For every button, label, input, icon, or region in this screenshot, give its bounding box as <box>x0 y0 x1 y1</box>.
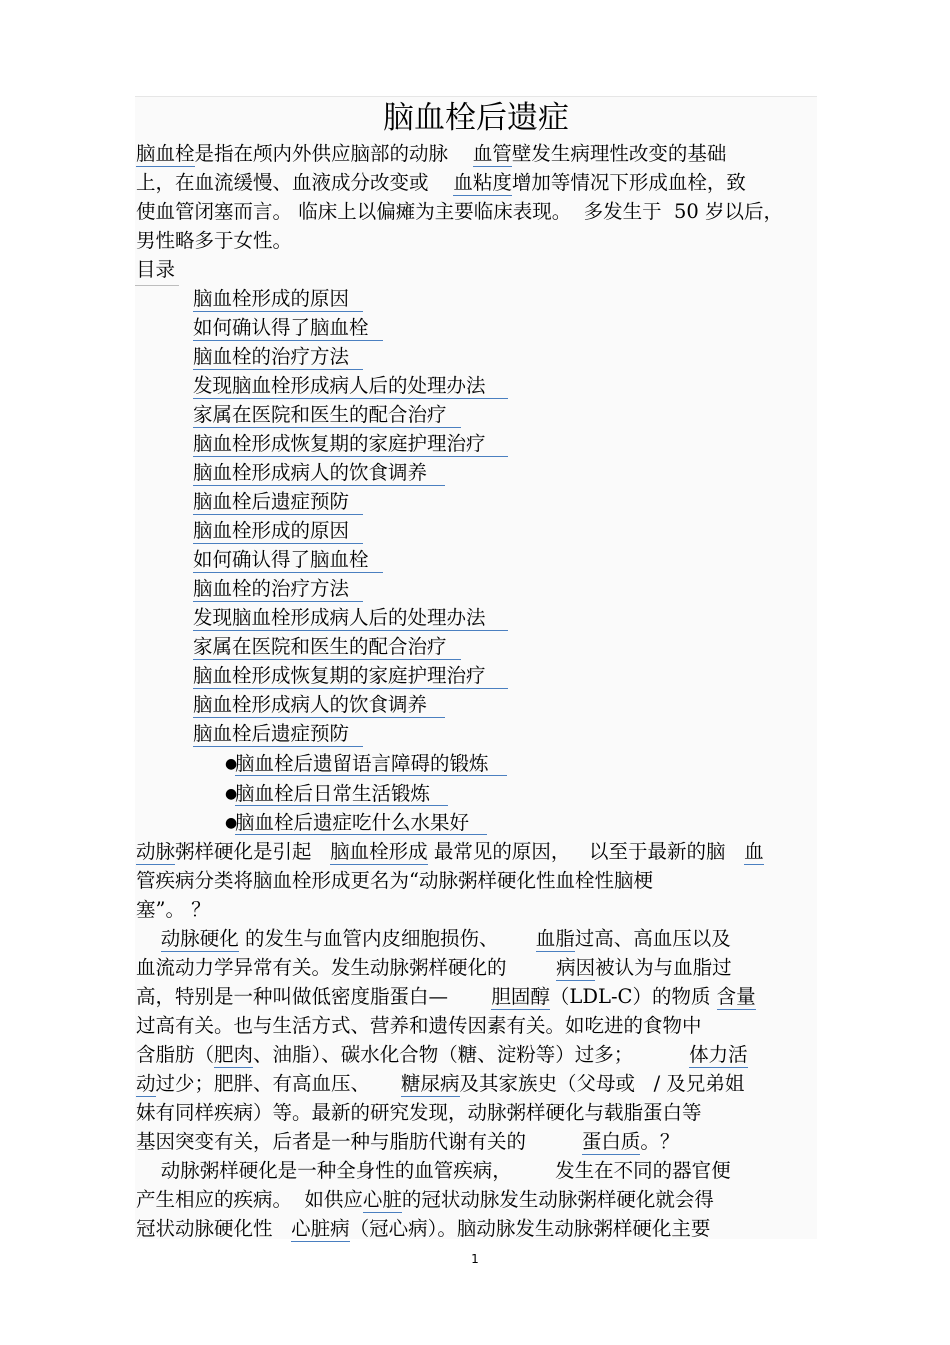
toc-item[interactable]: 脑血栓后遗症预防 <box>193 722 363 747</box>
text: 过少；肥胖、有高血压、 <box>155 1072 371 1095</box>
text: 、油脂）、碳水化合物（糖、淀粉等）过多； <box>253 1043 634 1066</box>
text: 粥样硬化是引起 <box>175 840 312 863</box>
toc-subitem[interactable] <box>225 811 487 835</box>
toc-item[interactable]: 脑血栓形成病人的饮食调养 <box>193 693 445 718</box>
toc-subitem-label: 脑血栓后日常生活锻炼 <box>235 782 448 806</box>
bullet-icon: ● <box>225 756 238 772</box>
toc-item[interactable]: 脑血栓的治疗方法 <box>193 345 363 370</box>
p2-line-2 <box>136 953 732 982</box>
text: 的发生与血管内皮细胞损伤、 <box>245 927 499 950</box>
link-naoxueshuanxingcheng[interactable]: 脑血栓形成 <box>330 840 428 863</box>
text: 产生相应的疾病。 如供应 <box>136 1188 363 1211</box>
text: 被认为与血脂过 <box>595 956 732 979</box>
p2-line-3 <box>136 982 756 1011</box>
text: （冠心病）。脑动脉发生动脉粥样硬化主要 <box>349 1217 711 1240</box>
link-xueguan[interactable]: 血管 <box>472 142 512 165</box>
toc-item[interactable]: 脑血栓形成恢复期的家庭护理治疗 <box>193 432 508 457</box>
link-hanliang[interactable]: 含量 <box>716 985 756 1008</box>
intro-line-3: 使血管闭塞而言。 临床上以偏瘫为主要临床表现。 多发生于 50 岁以后， <box>136 200 784 223</box>
text: 过高、高血压以及 <box>574 927 731 950</box>
link-tili[interactable]: 体力活 <box>689 1043 748 1066</box>
bullet-icon: ● <box>225 786 238 802</box>
text: 增加等情况下形成血栓，致 <box>511 171 746 194</box>
text: 高，特别是一种叫做低密度脂蛋白— <box>136 985 449 1008</box>
page-title: 脑血栓后遗症 <box>383 100 569 136</box>
intro-line-4: 男性略多于女性。 <box>136 229 293 252</box>
toc-subitem[interactable] <box>225 782 448 806</box>
toc-item[interactable]: 脑血栓后遗症预防 <box>193 490 363 515</box>
toc-label: 目录 <box>136 258 176 281</box>
toc-item[interactable]: 发现脑血栓形成病人后的处理办法 <box>193 606 508 631</box>
link-xuenianduo[interactable]: 血粘度 <box>453 171 512 194</box>
toc-item[interactable]: 家属在医院和医生的配合治疗 <box>193 403 461 428</box>
bullet-icon: ● <box>225 815 238 831</box>
text: 壁发生病理性改变的基础 <box>511 142 727 165</box>
p3-line-1 <box>136 1156 731 1185</box>
toc-item[interactable]: 脑血栓的治疗方法 <box>193 577 363 602</box>
text: 最常见的原因， 以至于最新的脑 <box>433 840 726 863</box>
toc-item[interactable]: 脑血栓形成的原因 <box>193 287 363 312</box>
text: 上，在血流缓慢、血液成分改变或 <box>136 171 429 194</box>
link-danbaizhi[interactable]: 蛋白质 <box>581 1130 641 1153</box>
text: 含脂肪（ <box>136 1043 215 1066</box>
text: 冠状动脉硬化性 <box>136 1217 273 1240</box>
p1-line-3: 塞”。 ？ <box>136 898 211 921</box>
link-xinzangbing[interactable]: 心脏病 <box>291 1217 350 1240</box>
link-naoxueshuan[interactable]: 脑血栓 <box>136 142 195 165</box>
text: （LDL-C）的物质 <box>549 985 711 1008</box>
link-bingyin[interactable]: 病因 <box>556 956 596 979</box>
link-xuezhi[interactable]: 血脂 <box>535 927 575 950</box>
p3-line-2 <box>136 1185 714 1214</box>
toc-item[interactable]: 如何确认得了脑血栓 <box>193 548 383 573</box>
p2-line-5 <box>136 1040 748 1069</box>
intro-line-2 <box>136 168 746 197</box>
p2-line-6 <box>136 1069 744 1098</box>
toc-divider <box>135 285 179 286</box>
toc-subitem-label: 脑血栓后遗留语言障碍的锻炼 <box>235 752 507 776</box>
link-danguchun[interactable]: 胆固醇 <box>491 985 550 1008</box>
text: 及其家族史（父母或 / 及兄弟姐 <box>459 1072 745 1095</box>
text: 血流动力学异常有关。发生动脉粥样硬化的 <box>136 956 507 979</box>
toc-item[interactable]: 如何确认得了脑血栓 <box>193 316 383 341</box>
intro-line-1 <box>136 139 726 168</box>
p2-line-1 <box>136 924 731 953</box>
p2-line-8 <box>136 1127 679 1156</box>
link-feirou[interactable]: 肥肉 <box>214 1043 254 1066</box>
toc-item[interactable]: 脑血栓形成病人的饮食调养 <box>193 461 445 486</box>
toc-item[interactable]: 脑血栓形成恢复期的家庭护理治疗 <box>193 664 508 689</box>
page-number: 1 <box>471 1252 479 1266</box>
toc-subitem[interactable] <box>225 752 507 776</box>
toc-subitem-label: 脑血栓后遗症吃什么水果好 <box>235 811 487 835</box>
p2-line-4: 过高有关。也与生活方式、营养和遗传因素有关。如吃进的食物中 <box>136 1014 702 1037</box>
link-xue[interactable]: 血 <box>744 840 764 863</box>
link-dongmaiyinghua[interactable]: 动脉硬化 <box>160 927 239 950</box>
toc-item[interactable]: 发现脑血栓形成病人后的处理办法 <box>193 374 508 399</box>
p1-line-2: 管疾病分类将脑血栓形成更名为“动脉粥样硬化性血栓性脑梗 <box>136 869 653 892</box>
text: 基因突变有关，后者是一种与脂肪代谢有关的 <box>136 1130 527 1153</box>
link-dong[interactable]: 动 <box>136 1072 156 1095</box>
document-page <box>135 96 817 1239</box>
link-tangniaobing[interactable]: 糖尿病 <box>401 1072 460 1095</box>
link-xinzang[interactable]: 心脏 <box>362 1188 402 1211</box>
text: 动脉粥样硬化是一种全身性的血管疾病， 发生在不同的器官便 <box>160 1159 731 1182</box>
toc-item[interactable]: 脑血栓形成的原因 <box>193 519 363 544</box>
link-dongmai[interactable]: 动脉 <box>136 840 176 863</box>
toc-item[interactable]: 家属在医院和医生的配合治疗 <box>193 635 461 660</box>
text: 是指在颅内外供应脑部的动脉 <box>194 142 449 165</box>
p1-line-1 <box>136 837 764 866</box>
p3-line-3 <box>136 1214 710 1243</box>
text: 。？ <box>640 1130 680 1153</box>
text: 的冠状动脉发生动脉粥样硬化就会得 <box>401 1188 714 1211</box>
p2-line-7: 妹有同样疾病）等。最新的研究发现，动脉粥样硬化与载脂蛋白等 <box>136 1101 702 1124</box>
